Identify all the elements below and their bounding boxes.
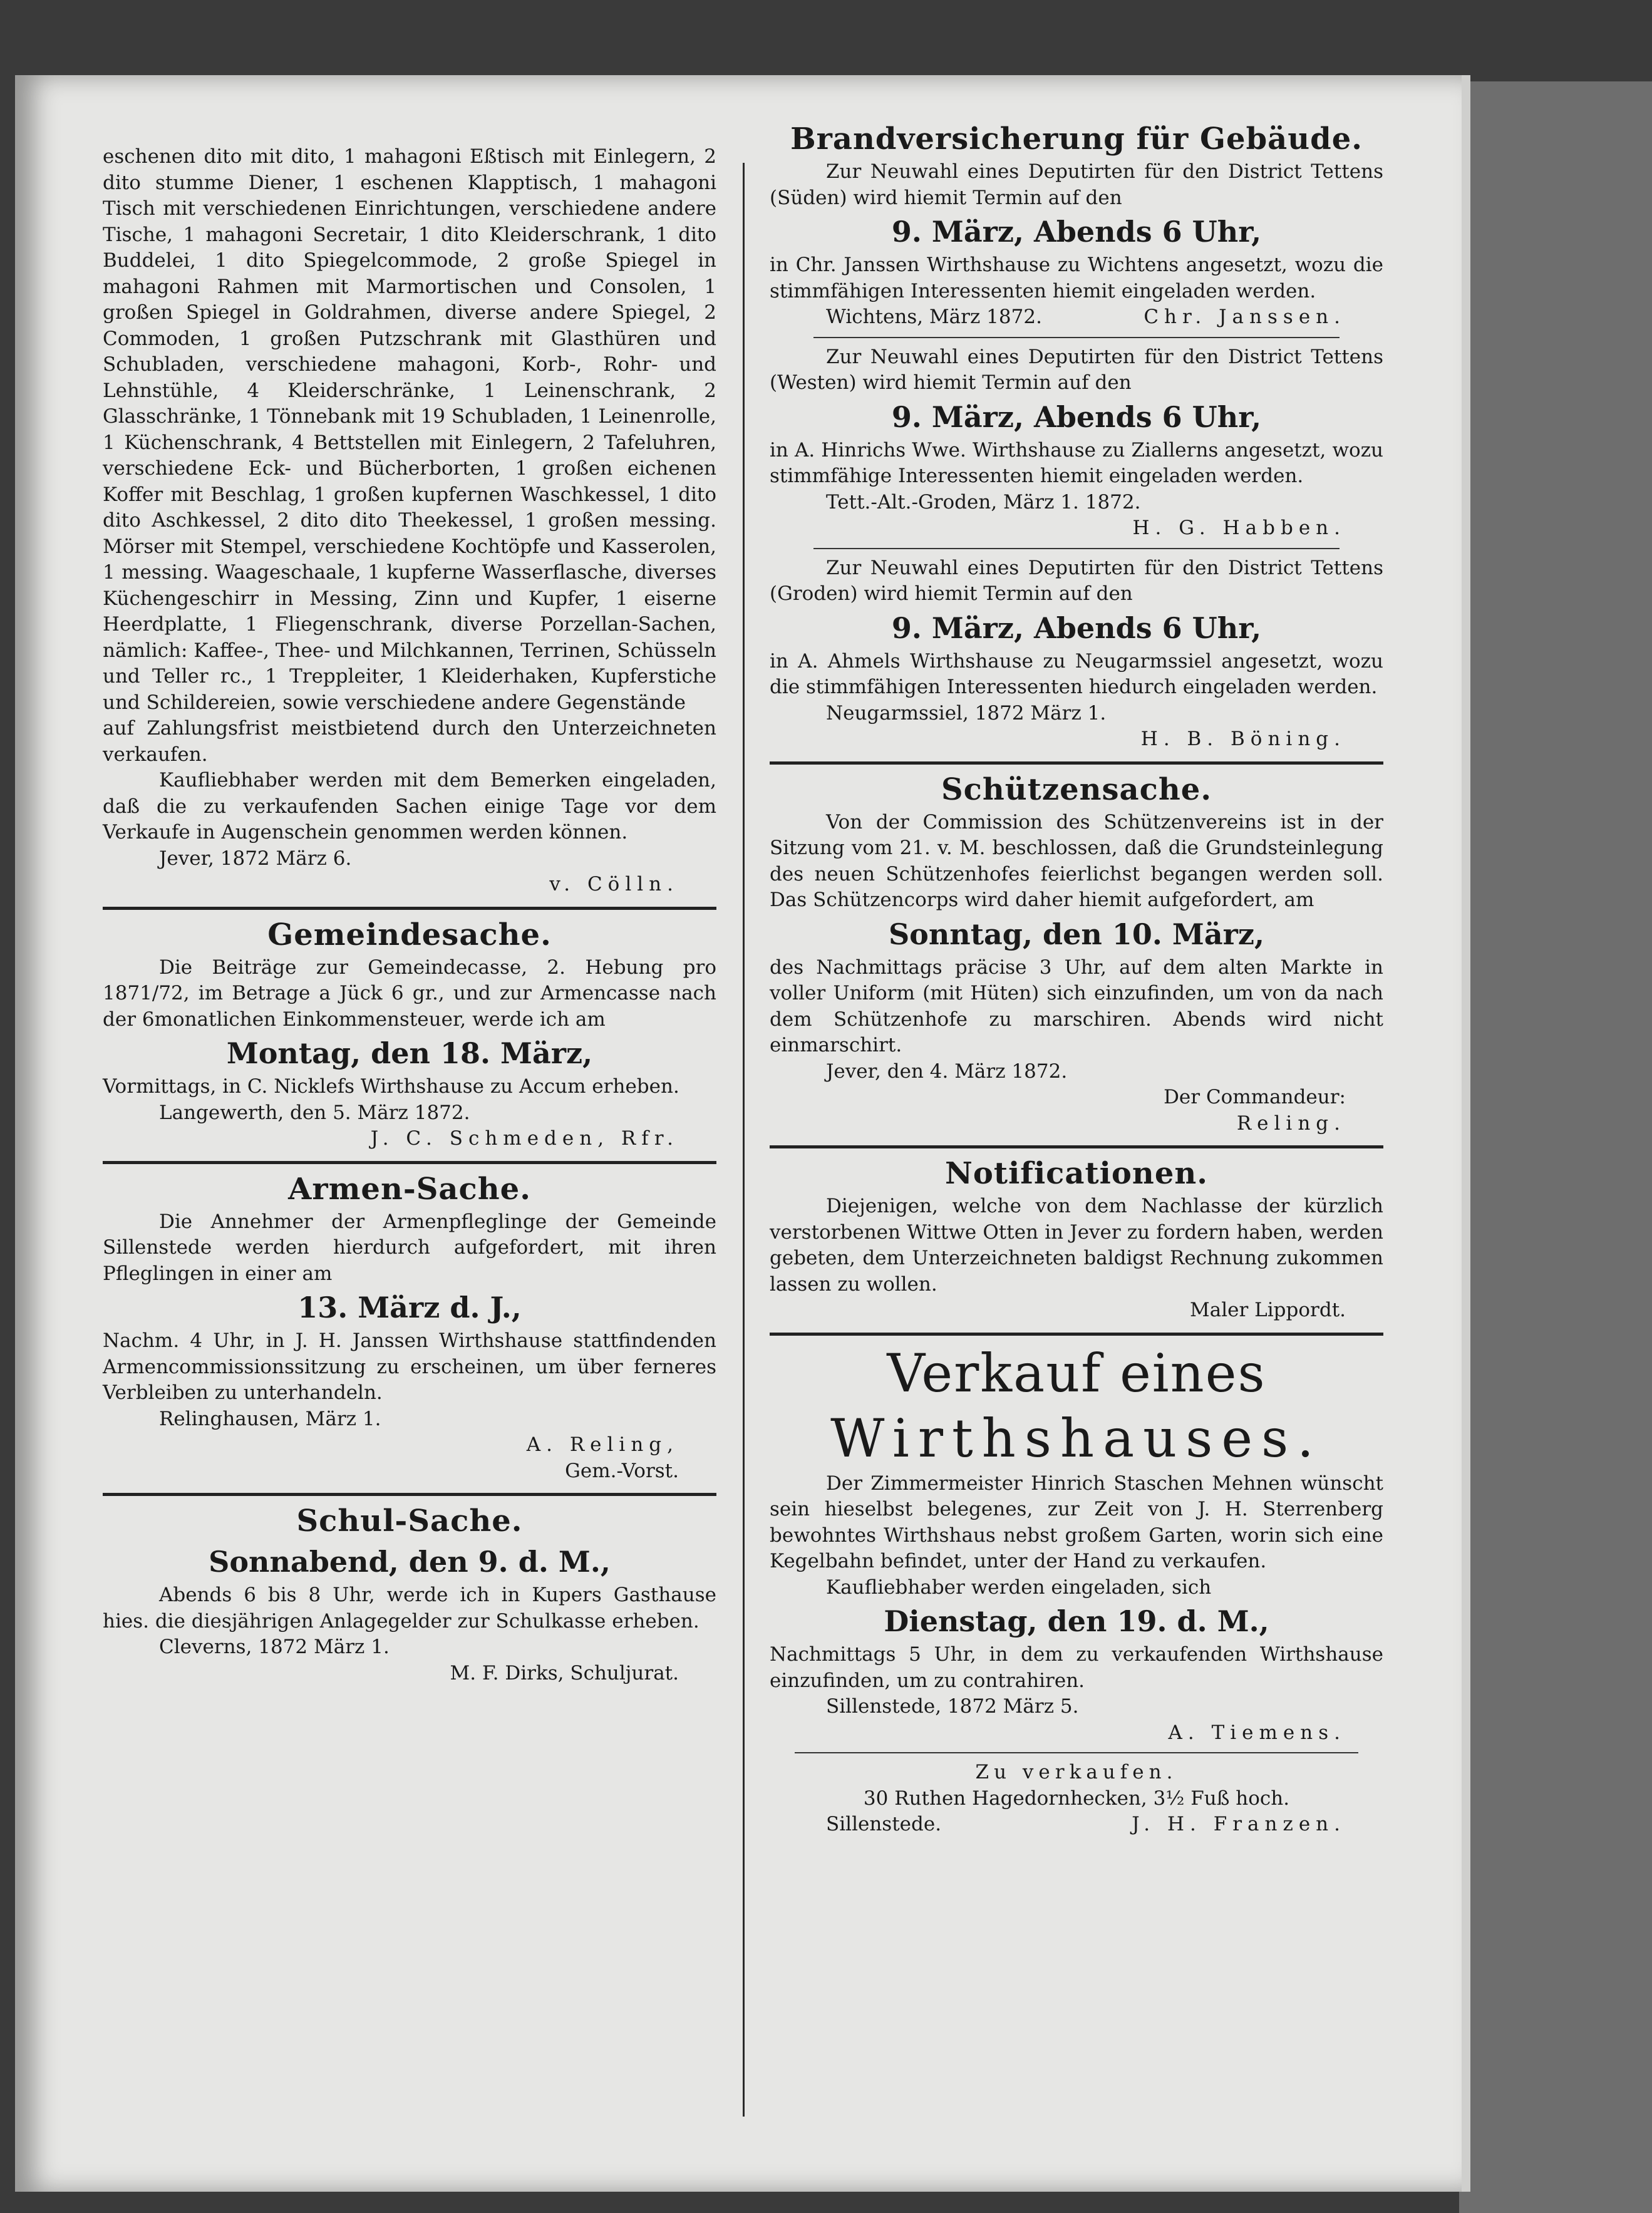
brand-notice2-place: Tett.-Alt.-Groden, März 1. 1872. bbox=[826, 490, 1141, 513]
brand-notice3-place: Neugarmssiel, 1872 März 1. bbox=[826, 701, 1107, 725]
section-rule bbox=[770, 1333, 1383, 1336]
brand-notice1-text2: in Chr. Janssen Wirthshause zu Wichtens angesetzt, wozu die stimmfähigen Interessenten hiemit eingeladen werden. bbox=[770, 254, 1383, 302]
brand-notice2-text: Zur Neuwahl eines Deputirten für den District Tettens (Westen) wird hiemit Termin auf den bbox=[770, 345, 1383, 394]
scan-backdrop bbox=[1459, 81, 1652, 2213]
verkauf-date: Dienstag, den 19. d. M., bbox=[884, 1604, 1269, 1638]
brand-notice3-text2: in A. Ahmels Wirthshause zu Neugarmssiel angesetzt, wozu die stimmfähigen Interessenten hiedurch eingeladen werden. bbox=[770, 649, 1383, 698]
schul-place: Cleverns, 1872 März 1. bbox=[159, 1636, 390, 1658]
armen-place: Relinghausen, März 1. bbox=[159, 1407, 381, 1430]
column-divider bbox=[743, 163, 745, 2117]
zuverkaufen-signature: J. H. Franzen. bbox=[1132, 1813, 1346, 1835]
brand-notice3-signature: H. B. Böning. bbox=[1140, 728, 1346, 750]
armen-title: Armen-Sache. bbox=[288, 1171, 531, 1207]
gemeinde-title: Gemeindesache. bbox=[267, 917, 552, 952]
schuetzen-text: Von der Commission des Schützenvereins ist in der Sitzung vom 21. v. M. beschlossen, daß die Grundsteinlegung des neuen Schützenhofes feierlichst begangen werden soll. Das Schützencorps wird daher hiemit aufgefordert, am bbox=[770, 810, 1383, 911]
brand-notice1-place: Wichtens, März 1872. bbox=[826, 306, 1042, 328]
zuverkaufen-footer bbox=[770, 1812, 1383, 1838]
notif-title: Notificationen. bbox=[945, 1156, 1208, 1191]
schul-title: Schul-Sache. bbox=[296, 1504, 523, 1539]
left-column bbox=[103, 144, 716, 1686]
gemeinde-text2: Vormittags, in C. Nicklefs Wirthshause zu Accum erheben. bbox=[103, 1075, 679, 1098]
brand-notice3-date: 9. März, Abends 6 Uhr, bbox=[891, 611, 1262, 645]
schul-signature: M. F. Dirks, Schuljurat. bbox=[450, 1661, 679, 1684]
newspaper-page bbox=[15, 75, 1470, 2192]
zuverkaufen-title: Zu verkaufen. bbox=[975, 1761, 1178, 1783]
gemeinde-signature: J. C. Schmeden, Rfr. bbox=[370, 1127, 679, 1150]
schuetzen-place: Jever, den 4. März 1872. bbox=[826, 1060, 1068, 1083]
right-column bbox=[770, 119, 1383, 1838]
schuetzen-text2: des Nachmittags präcise 3 Uhr, auf dem alten Markte in voller Uniform (mit Hüten) sich einzufinden, um von da nach dem Schützenhofe zu marschiren. Abends wird nicht einmarschirt. bbox=[770, 956, 1383, 1056]
section-rule bbox=[103, 907, 716, 910]
notif-signature: Maler Lippordt. bbox=[1190, 1299, 1346, 1321]
verkauf-text-b: Kaufliebhaber werden eingeladen, sich bbox=[826, 1576, 1212, 1599]
gemeinde-place: Langewerth, den 5. März 1872. bbox=[159, 1101, 470, 1124]
verkauf-title-line1: Verkauf eines bbox=[887, 1342, 1266, 1404]
brand-notice1-date: 9. März, Abends 6 Uhr, bbox=[891, 215, 1262, 249]
brand-notice3-text: Zur Neuwahl eines Deputirten für den District Tettens (Groden) wird hiemit Termin auf den bbox=[770, 556, 1383, 605]
schul-date: Sonnabend, den 9. d. M., bbox=[209, 1545, 611, 1579]
armen-signature: A. Reling, bbox=[526, 1433, 679, 1456]
zuverkaufen-place: Sillenstede. bbox=[826, 1813, 942, 1835]
brand-notice2-text2: in A. Hinrichs Wwe. Wirthshause zu Ziallerns angesetzt, wozu stimmfähige Interessenten hiemit eingeladen werden. bbox=[770, 438, 1383, 487]
brand-notice2-signature: H. G. Habben. bbox=[1132, 517, 1346, 539]
schuetzen-signature: Reling. bbox=[1236, 1112, 1346, 1135]
armen-signature-role: Gem.-Vorst. bbox=[565, 1459, 679, 1482]
brand-notice1-footer bbox=[770, 304, 1383, 331]
section-rule bbox=[770, 1145, 1383, 1148]
auction-list-text: eschenen dito mit dito, 1 mahagoni Eßtisch mit Einlegern, 2 dito stumme Diener, 1 eschenen Klapptisch, 1 mahagoni Tisch mit verschiedenen Einrichtungen, verschiedene andere Tische, 1 mahagoni Secretair, 1 dito Kleiderschrank, 1 dito Buddelei, 1 dito Spiegelcommode, 2 große Spiegel in mahagoni Rahmen mit Marmortischen und Consolen, 1 großen Spiegel in Goldrahmen, diverse andere Spiegel, 2 Commoden, 1 großen Putzschrank mit Glasthüren und Schubladen, verschiedene mahagoni, Korb-, Rohr- und Lehnstühle, 4 Kleiderschränke, 1 Leinenschrank, 2 Glasschränke, 1 Tönnebank mit 19 Schubladen, 1 Leinenrolle, 1 Küchenschrank, 4 Bettstellen mit Einlegern, 2 Tafeluhren, verschiedene Eck- und Bücherborten, 1 großen eichenen Koffer mit Beschlag, 1 großen kupfernen Waschkessel, 1 dito dito Aschkessel, 2 dito dito Theekessel, 1 großen messing. Mörser mit Stempel, verschiedene Kochtöpfe und Kasserolen, 1 messing. Waageschaale, 1 kupferne Wasserflasche, diverses Küchengeschirr in Messing, Zinn und Kupfer, 1 eiserne Heerdplatte, 1 Fliegenschrank, diverse Porzellan-Sachen, nämlich: Kaffee-, Thee- und Milchkannen, Terrinen, Schüsseln und Teller rc., 1 Treppleiter, 1 Kleiderhaken, Kupferstiche und Schildereien, sowie verschiedene andere Gegenstände bbox=[103, 145, 716, 714]
schuetzen-title: Schützensache. bbox=[941, 771, 1212, 807]
auction-place: Jever, 1872 März 6. bbox=[159, 847, 352, 870]
verkauf-place: Sillenstede, 1872 März 5. bbox=[826, 1695, 1079, 1718]
schuetzen-role: Der Commandeur: bbox=[1164, 1086, 1346, 1108]
verkauf-title-line2: Wirthshauses. bbox=[830, 1407, 1323, 1469]
section-rule bbox=[103, 1493, 716, 1496]
brand-notice1-text: Zur Neuwahl eines Deputirten für den District Tettens (Süden) wird hiemit Termin auf den bbox=[770, 160, 1383, 209]
section-rule bbox=[103, 1161, 716, 1164]
section-rule bbox=[770, 761, 1383, 765]
verkauf-text2: Nachmittags 5 Uhr, in dem zu verkaufenden Wirthshause einzufinden, um zu contrahiren. bbox=[770, 1643, 1383, 1692]
brand-notice1-signature: Chr. Janssen. bbox=[1143, 306, 1346, 328]
schuetzen-date: Sonntag, den 10. März, bbox=[888, 917, 1265, 951]
verkauf-text: Der Zimmermeister Hinrich Staschen Mehnen wünscht sein hieselbst belegenes, zur Zeit von J. H. Sterrenberg bewohntes Wirthshaus nebst großem Garten, worin sich eine Kegelbahn befindet, unter der Hand zu verkaufen. bbox=[770, 1472, 1383, 1572]
auction-list-end: auf Zahlungsfrist meistbietend durch den Unterzeichneten verkaufen. bbox=[103, 717, 716, 766]
notice-rule bbox=[813, 548, 1340, 549]
auction-buyers-text: Kaufliebhaber werden mit dem Bemerken eingeladen, daß die zu verkaufenden Sachen einige Tage vor dem Verkaufe in Augenschein genommen werden können. bbox=[103, 769, 716, 843]
notif-text: Diejenigen, welche von dem Nachlasse der kürzlich verstorbenen Wittwe Otten in Jever zu fordern haben, werden gebeten, dem Unterzeichneten baldigst Rechnung zukommen lassen zu wollen. bbox=[770, 1195, 1383, 1296]
brand-notice2-date: 9. März, Abends 6 Uhr, bbox=[891, 400, 1262, 434]
zuverkaufen-text: 30 Ruthen Hagedornhecken, 3½ Fuß hoch. bbox=[863, 1787, 1290, 1810]
auction-signature: v. Cölln. bbox=[549, 873, 679, 895]
gemeinde-text: Die Beiträge zur Gemeindecasse, 2. Hebung pro 1871/72, im Betrage a Jück 6 gr., und zur Armencasse nach der 6monatlichen Einkommensteuer, werde ich am bbox=[103, 956, 716, 1031]
verkauf-signature: A. Tiemens. bbox=[1168, 1721, 1346, 1744]
gemeinde-date: Montag, den 18. März, bbox=[226, 1036, 593, 1070]
armen-text2: Nachm. 4 Uhr, in J. H. Janssen Wirthshause stattfindenden Armencommissionssitzung zu erscheinen, um über ferneres Verbleiben zu unterhandeln. bbox=[103, 1329, 716, 1404]
armen-date: 13. März d. J., bbox=[297, 1291, 522, 1324]
armen-text: Die Annehmer der Armenpfleglinge der Gemeinde Sillenstede werden hierdurch aufgefordert, mit ihren Pfleglingen in einer am bbox=[103, 1210, 716, 1285]
notice-rule bbox=[813, 337, 1340, 338]
notice-rule bbox=[795, 1752, 1358, 1753]
schul-text: Abends 6 bis 8 Uhr, werde ich in Kupers Gasthause hies. die diesjährigen Anlagegelder zur Schulkasse erheben. bbox=[103, 1584, 716, 1633]
brand-title: Brandversicherung für Gebäude. bbox=[790, 121, 1363, 157]
